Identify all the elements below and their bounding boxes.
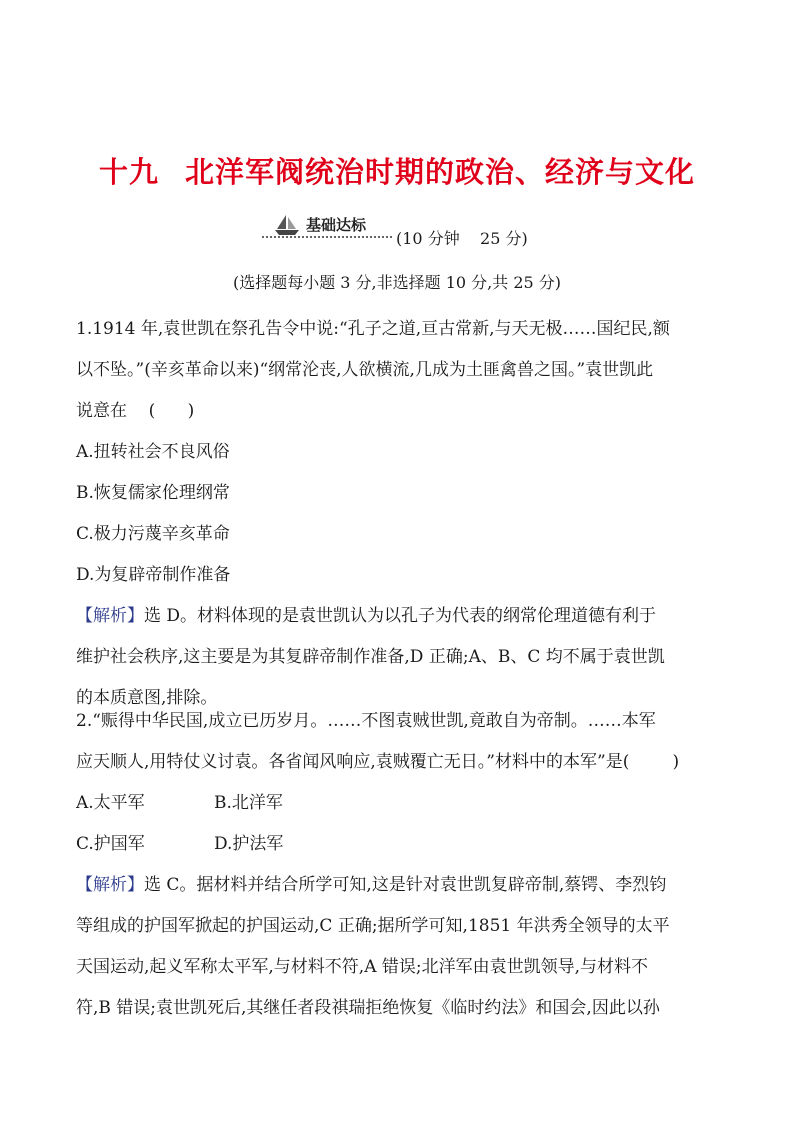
option-a: A.扭转社会不良风俗	[76, 442, 230, 462]
options-row	[76, 824, 721, 865]
dotted-divider	[262, 236, 392, 238]
analysis-tag: 【解析】	[76, 606, 144, 626]
analysis-tag: 【解析】	[76, 875, 144, 895]
question-line: 说意在 ( )	[76, 401, 195, 421]
question-2	[76, 701, 721, 1029]
score-note: (选择题每小题 3 分,非选择题 10 分,共 25 分)	[232, 273, 562, 292]
analysis-line: 天国运动,起义军称太平军,与材料不符,A 错误;北洋军由袁世凯领导,与材料不	[76, 957, 649, 977]
option-a: A.太平军	[76, 793, 145, 813]
time-score: (10 分钟 25 分)	[396, 229, 528, 248]
analysis-line: 维护社会秩序,这主要是为其复辟帝制作准备,D 正确;A、B、C 均不属于袁世凯	[76, 647, 665, 667]
analysis-line: 符,B 错误;袁世凯死后,其继任者段祺瑞拒绝恢复《临时约法》和国会,因此以孙	[76, 998, 660, 1018]
option-d: D.护法军	[214, 834, 284, 854]
options-row	[76, 783, 721, 824]
question-1	[76, 309, 721, 719]
section-badge	[262, 214, 562, 248]
analysis-line: 等组成的护国军掀起的护国运动,C 正确;据所学可知,1851 年洪秀全领导的太平	[76, 916, 670, 936]
badge-label: 基础达标	[306, 216, 367, 234]
question-line: 应天顺人,用特仗义讨袁。各省闻风响应,袁贼覆亡无日。”材料中的本军”是( )	[76, 752, 680, 772]
option-d: D.为复辟帝制作准备	[76, 565, 231, 585]
analysis-line: 的本质意图,排除。	[76, 688, 218, 708]
page-title	[0, 150, 794, 191]
question-line: 以不坠。”(辛亥革命以来)“纲常沦丧,人欲横流,几成为土匪禽兽之国。”袁世凯此	[76, 360, 654, 380]
option-c: C.极力污蔑辛亥革命	[76, 524, 230, 544]
option-b: B.恢复儒家伦理纲常	[76, 483, 230, 503]
title-number: 十九	[98, 155, 159, 189]
analysis-line: 【解析】选 C。据材料并结合所学可知,这是针对袁世凯复辟帝制,蔡锷、李烈钧	[76, 875, 667, 895]
analysis-line: 【解析】选 D。材料体现的是袁世凯认为以孔子为代表的纲常伦理道德有利于	[76, 606, 657, 626]
option-c: C.护国军	[76, 834, 145, 854]
title-text: 北洋军阀统治时期的政治、经济与文化	[185, 155, 696, 189]
question-line: 1.1914 年,袁世凯在祭孔告令中说:“孔子之道,亘古常新,与天无极……国纪民,额	[76, 319, 670, 339]
option-b: B.北洋军	[214, 793, 283, 813]
question-line: 2.“赈得中华民国,成立已历岁月。……不图袁贼世凯,竟敢自为帝制。……本军	[76, 711, 656, 731]
